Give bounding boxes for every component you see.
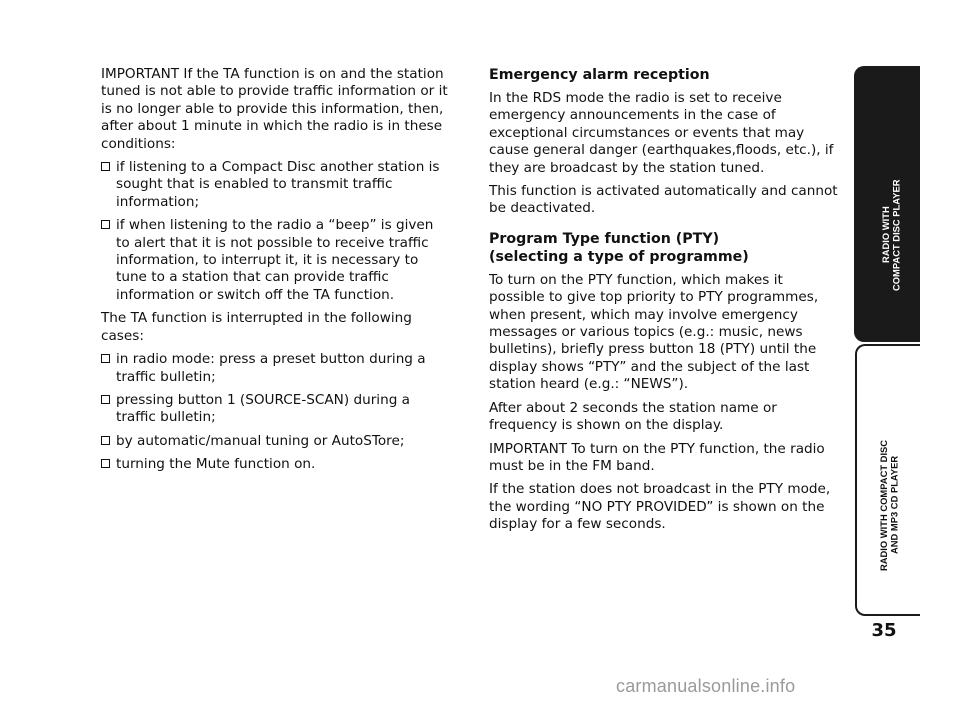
no-pty-paragraph: If the station does not broadcast in the PTY mode, the wording “NO PTY PROVIDED” is shown on the display for a few seconds. [489, 481, 831, 533]
section-tab-label: RADIO WITH COMPACT DISC AND MP3 CD PLAYER [878, 439, 900, 571]
list-item [101, 456, 449, 473]
pty-heading-line2: (selecting a type of programme) [489, 248, 749, 265]
list-item [101, 433, 449, 450]
list-item [101, 159, 449, 211]
list-item-text: turning the Mute function on. [116, 456, 316, 473]
section-heading-emergency: Emergency alarm reception [489, 67, 710, 83]
left-column [101, 66, 449, 480]
list-item [101, 217, 449, 304]
fm-band-paragraph: IMPORTANT To turn on the PTY function, the radio must be in the FM band. [489, 440, 825, 474]
list-item-text: if listening to a Compact Disc another station is sought that is enabled to transmit traffic information; [116, 159, 440, 210]
right-column [489, 66, 841, 540]
checkbox-bullet-icon [101, 436, 110, 445]
important-paragraph: IMPORTANT If the TA function is on and the station tuned is not able to provide traffic information or it is no longer able to provide this information, then, after about 1 minute in which the radio is in these conditions: [101, 66, 448, 152]
section-tab-active-label: RADIO WITH COMPACT DISC PLAYER [880, 179, 902, 291]
list-item [101, 351, 449, 386]
activation-paragraph: This function is activated automatically and cannot be deactivated. [489, 183, 838, 217]
section-heading-pty [489, 230, 841, 266]
list-item-text: by automatic/manual tuning or AutoSTore; [116, 432, 405, 449]
interrupt-paragraph: The TA function is interrupted in the following cases: [101, 310, 412, 344]
page-number: 35 [871, 620, 897, 641]
checkbox-bullet-icon [101, 459, 110, 468]
list-item-text: pressing button 1 (SOURCE-SCAN) during a traffic bulletin; [116, 391, 410, 426]
list-item [101, 392, 449, 427]
pty-paragraph: To turn on the PTY function, which makes it possible to give top priority to PTY programmes, when present, which may involve emergency messages or various topics (e.g.: music, news bulletins), briefly press button 18 (PTY) until the display shows “PTY” and the subject of the last station heard (e.g.: “NEWS”). [489, 271, 819, 393]
checkbox-bullet-icon [101, 220, 110, 229]
pty-heading-line1: Program Type function (PTY) [489, 230, 720, 247]
list-item-text: if when listening to the radio a “beep” is given to alert that it is not possible to receive traffic information, to interrupt it, it is necessary to tune to a station that can provide traffic information or switch off the TA function. [116, 217, 434, 303]
checkbox-bullet-icon [101, 354, 110, 363]
checkbox-bullet-icon [101, 395, 110, 404]
emergency-paragraph: In the RDS mode the radio is set to receive emergency announcements in the case of exceptional circumstances or events that may cause general danger (earthquakes,floods, etc.), if they are broadcast by the station tuned. [489, 90, 834, 176]
list-item-text: in radio mode: press a preset button during a traffic bulletin; [116, 351, 426, 385]
station-name-paragraph: After about 2 seconds the station name or frequency is shown on the display. [489, 399, 777, 434]
checkbox-bullet-icon [101, 162, 110, 171]
watermark: carmanualsonline.info [616, 676, 796, 696]
